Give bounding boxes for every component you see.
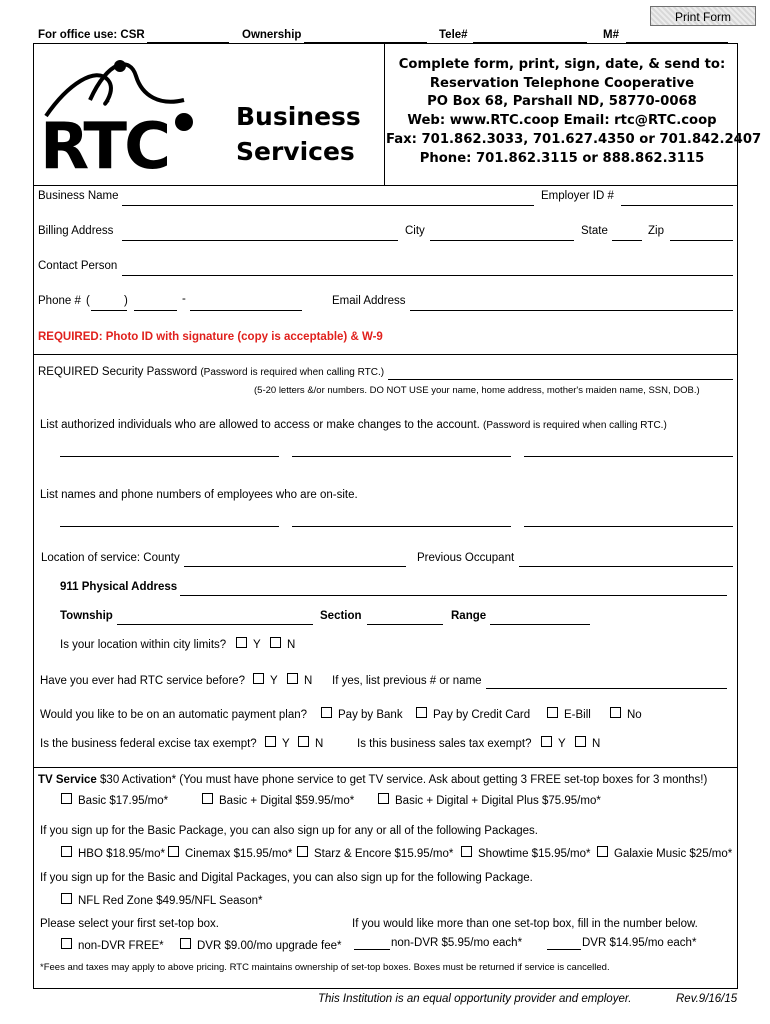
federal-tax-exempt-label: Is the business federal excise tax exempt? — [40, 738, 257, 750]
address-911-label: 911 Physical Address — [60, 581, 178, 593]
contact-person-field[interactable] — [122, 275, 733, 276]
section-divider — [34, 185, 738, 186]
rtc-history-label: Have you ever had RTC service before? — [40, 675, 245, 687]
township-label: Township — [60, 610, 113, 622]
authorized-individuals-label — [40, 419, 667, 431]
tv-service-intro: $30 Activation* (You must have phone service to get TV service. Ask about getting 3 FREE set-top boxes for 3 months!) — [100, 774, 708, 786]
contact-person-label: Contact Person — [38, 260, 118, 272]
city-field[interactable] — [430, 240, 574, 241]
range-field[interactable] — [490, 624, 590, 625]
county-field[interactable] — [184, 566, 406, 567]
employee-field[interactable] — [292, 526, 511, 527]
extra-non-dvr-count-field[interactable] — [354, 949, 390, 950]
contact-line: Reservation Telephone Cooperative — [429, 75, 695, 91]
city-limits-no-checkbox[interactable] — [270, 637, 281, 648]
email-label: Email Address — [332, 295, 406, 307]
hbo-label: HBO $18.95/mo* — [78, 848, 165, 860]
federal-tax-no-checkbox[interactable] — [298, 736, 309, 747]
cinemax-label: Cinemax $15.95/mo* — [185, 848, 293, 860]
settop-more-label: If you would like more than one set-top box, fill in the number below. — [352, 918, 698, 930]
section-divider — [34, 354, 738, 355]
nfl-red-zone-label: NFL Red Zone $49.95/NFL Season* — [78, 895, 263, 907]
dvr-label: DVR $9.00/mo upgrade fee* — [197, 940, 342, 952]
employee-field[interactable] — [60, 526, 279, 527]
starz-encore-checkbox[interactable] — [297, 846, 308, 857]
contact-line: PO Box 68, Parshall ND, 58770-0068 — [427, 94, 697, 110]
equal-opportunity-statement: This Institution is an equal opportunity provider and employer. — [318, 993, 632, 1005]
fees-disclaimer: *Fees and taxes may apply to above pricing. RTC maintains ownership of set-top boxes. Boxes must be returned if service is cancelled. — [40, 962, 610, 973]
basic-package-note: If you sign up for the Basic Package, you can also sign up for any or all of the following Packages. — [40, 825, 538, 837]
non-dvr-checkbox[interactable] — [61, 938, 72, 949]
phone-number-field[interactable] — [190, 310, 302, 311]
section-divider — [34, 767, 738, 768]
logo-text: RTC — [40, 110, 169, 174]
showtime-label: Showtime $15.95/mo* — [478, 848, 591, 860]
title-services: Services — [236, 137, 355, 166]
pay-by-bank-checkbox[interactable] — [321, 707, 332, 718]
tv-basic-label: Basic $17.95/mo* — [78, 795, 169, 807]
cinemax-checkbox[interactable] — [168, 846, 179, 857]
section-field[interactable] — [367, 624, 443, 625]
phone-paren-close: ) — [124, 295, 128, 307]
hbo-checkbox[interactable] — [61, 846, 72, 857]
tv-basic-digital-plus-checkbox[interactable] — [378, 793, 389, 804]
e-bill-label: E-Bill — [564, 709, 591, 721]
authorized-person-field[interactable] — [524, 456, 733, 457]
tv-service-title: TV Service — [38, 774, 97, 786]
dvr-checkbox[interactable] — [180, 938, 191, 949]
federal-tax-yes-label: Y — [282, 738, 290, 750]
required-id-notice: REQUIRED: Photo ID with signature (copy is acceptable) & W-9 — [38, 331, 383, 343]
county-label: Location of service: County — [41, 552, 180, 564]
print-form-button[interactable]: Print Form — [650, 6, 756, 26]
sales-tax-yes-checkbox[interactable] — [541, 736, 552, 747]
pay-by-bank-label: Pay by Bank — [338, 709, 403, 721]
previous-occupant-field[interactable] — [519, 566, 733, 567]
nfl-red-zone-checkbox[interactable] — [61, 893, 72, 904]
authorized-person-field[interactable] — [292, 456, 511, 457]
authorized-note: (Password is required when calling RTC.) — [483, 420, 667, 431]
security-password-label — [38, 366, 384, 378]
e-bill-checkbox[interactable] — [547, 707, 558, 718]
phone-area-code-field[interactable] — [91, 310, 127, 311]
extra-non-dvr-label: non-DVR $5.95/mo each* — [391, 937, 523, 949]
employer-id-label: Employer ID # — [541, 190, 614, 202]
digital-package-note: If you sign up for the Basic and Digital Packages, you can also sign up for the following Package. — [40, 872, 533, 884]
previous-number-field[interactable] — [486, 688, 727, 689]
sales-tax-no-label: N — [592, 738, 601, 750]
state-field[interactable] — [612, 240, 642, 241]
extra-dvr-label: DVR $14.95/mo each* — [582, 937, 697, 949]
rtc-history-yes-checkbox[interactable] — [253, 673, 264, 684]
tv-basic-checkbox[interactable] — [61, 793, 72, 804]
office-csr-label: For office use: CSR — [38, 29, 145, 41]
pay-by-credit-card-label: Pay by Credit Card — [433, 709, 531, 721]
previous-number-label: If yes, list previous # or name — [332, 675, 482, 687]
rtc-history-no-checkbox[interactable] — [287, 673, 298, 684]
previous-occupant-label: Previous Occupant — [417, 552, 515, 564]
employee-field[interactable] — [524, 526, 733, 527]
city-limits-yes-label: Y — [253, 639, 261, 651]
zip-field[interactable] — [670, 240, 733, 241]
revision-date: Rev.9/16/15 — [676, 993, 738, 1005]
authorized-person-field[interactable] — [60, 456, 279, 457]
billing-address-label: Billing Address — [38, 225, 114, 237]
contact-block — [386, 56, 762, 168]
extra-dvr-count-field[interactable] — [547, 949, 581, 950]
security-password-hint: (5-20 letters &/or numbers. DO NOT USE your name, home address, mother's maiden name, SSN, DOB.) — [254, 385, 700, 396]
sales-tax-yes-label: Y — [558, 738, 566, 750]
phone-dash: - — [182, 293, 186, 305]
no-auto-payment-label: No — [627, 709, 642, 721]
contact-line: Phone: 701.862.3115 or 888.862.3115 — [419, 150, 705, 166]
logo-swoosh-icon — [38, 56, 198, 174]
sales-tax-exempt-label: Is this business sales tax exempt? — [357, 738, 532, 750]
office-tele-label: Tele# — [439, 29, 468, 41]
city-limits-no-label: N — [287, 639, 296, 651]
phone-paren-open: ( — [86, 295, 90, 307]
settop-box-label: Please select your first set-top box. — [40, 918, 219, 930]
township-field[interactable] — [117, 624, 313, 625]
state-label: State — [581, 225, 608, 237]
rtc-history-no-label: N — [304, 675, 313, 687]
employer-id-field[interactable] — [621, 205, 733, 206]
phone-prefix-field[interactable] — [134, 310, 177, 311]
phone-label: Phone # — [38, 295, 81, 307]
business-name-field[interactable] — [122, 205, 534, 206]
office-m-label: M# — [603, 29, 619, 41]
zip-label: Zip — [648, 225, 664, 237]
title-business: Business — [236, 102, 361, 131]
security-password-field[interactable] — [388, 379, 733, 380]
starz-encore-label: Starz & Encore $15.95/mo* — [314, 848, 454, 860]
pay-by-credit-card-checkbox[interactable] — [416, 707, 427, 718]
galaxie-music-label: Galaxie Music $25/mo* — [614, 848, 733, 860]
sales-tax-no-checkbox[interactable] — [575, 736, 586, 747]
contact-line: Web: www.RTC.coop Email: rtc@RTC.coop — [407, 113, 717, 129]
employees-label: List names and phone numbers of employees who are on-site. — [40, 489, 358, 501]
section-label: Section — [320, 610, 362, 622]
tv-basic-digital-checkbox[interactable] — [202, 793, 213, 804]
auto-payment-label: Would you like to be on an automatic payment plan? — [40, 709, 308, 721]
range-label: Range — [451, 610, 487, 622]
non-dvr-label: non-DVR FREE* — [78, 940, 164, 952]
contact-line: Fax: 701.862.3033, 701.627.4350 or 701.842.2407 — [386, 131, 762, 147]
billing-address-field[interactable] — [122, 240, 398, 241]
email-field[interactable] — [410, 310, 733, 311]
tv-basic-digital-plus-label: Basic + Digital + Digital Plus $75.95/mo* — [395, 795, 601, 807]
tv-service-heading — [38, 774, 707, 786]
no-auto-payment-checkbox[interactable] — [610, 707, 621, 718]
showtime-checkbox[interactable] — [461, 846, 472, 857]
city-limits-yes-checkbox[interactable] — [236, 637, 247, 648]
city-limits-label: Is your location within city limits? — [60, 639, 227, 651]
rtc-history-yes-label: Y — [270, 675, 278, 687]
office-ownership-label: Ownership — [242, 29, 302, 41]
authorized-text: List authorized individuals who are allowed to access or make changes to the account. — [40, 419, 480, 431]
city-label: City — [405, 225, 425, 237]
galaxie-music-checkbox[interactable] — [597, 846, 608, 857]
rtc-logo — [38, 56, 198, 174]
security-password-text: REQUIRED Security Password — [38, 366, 198, 378]
federal-tax-no-label: N — [315, 738, 324, 750]
address-911-field[interactable] — [180, 595, 727, 596]
business-name-label: Business Name — [38, 190, 119, 202]
federal-tax-yes-checkbox[interactable] — [265, 736, 276, 747]
tv-basic-digital-label: Basic + Digital $59.95/mo* — [219, 795, 355, 807]
contact-line: Complete form, print, sign, date, & send to: — [398, 57, 726, 72]
security-password-note: (Password is required when calling RTC.) — [200, 367, 385, 378]
header-divider — [384, 43, 385, 185]
